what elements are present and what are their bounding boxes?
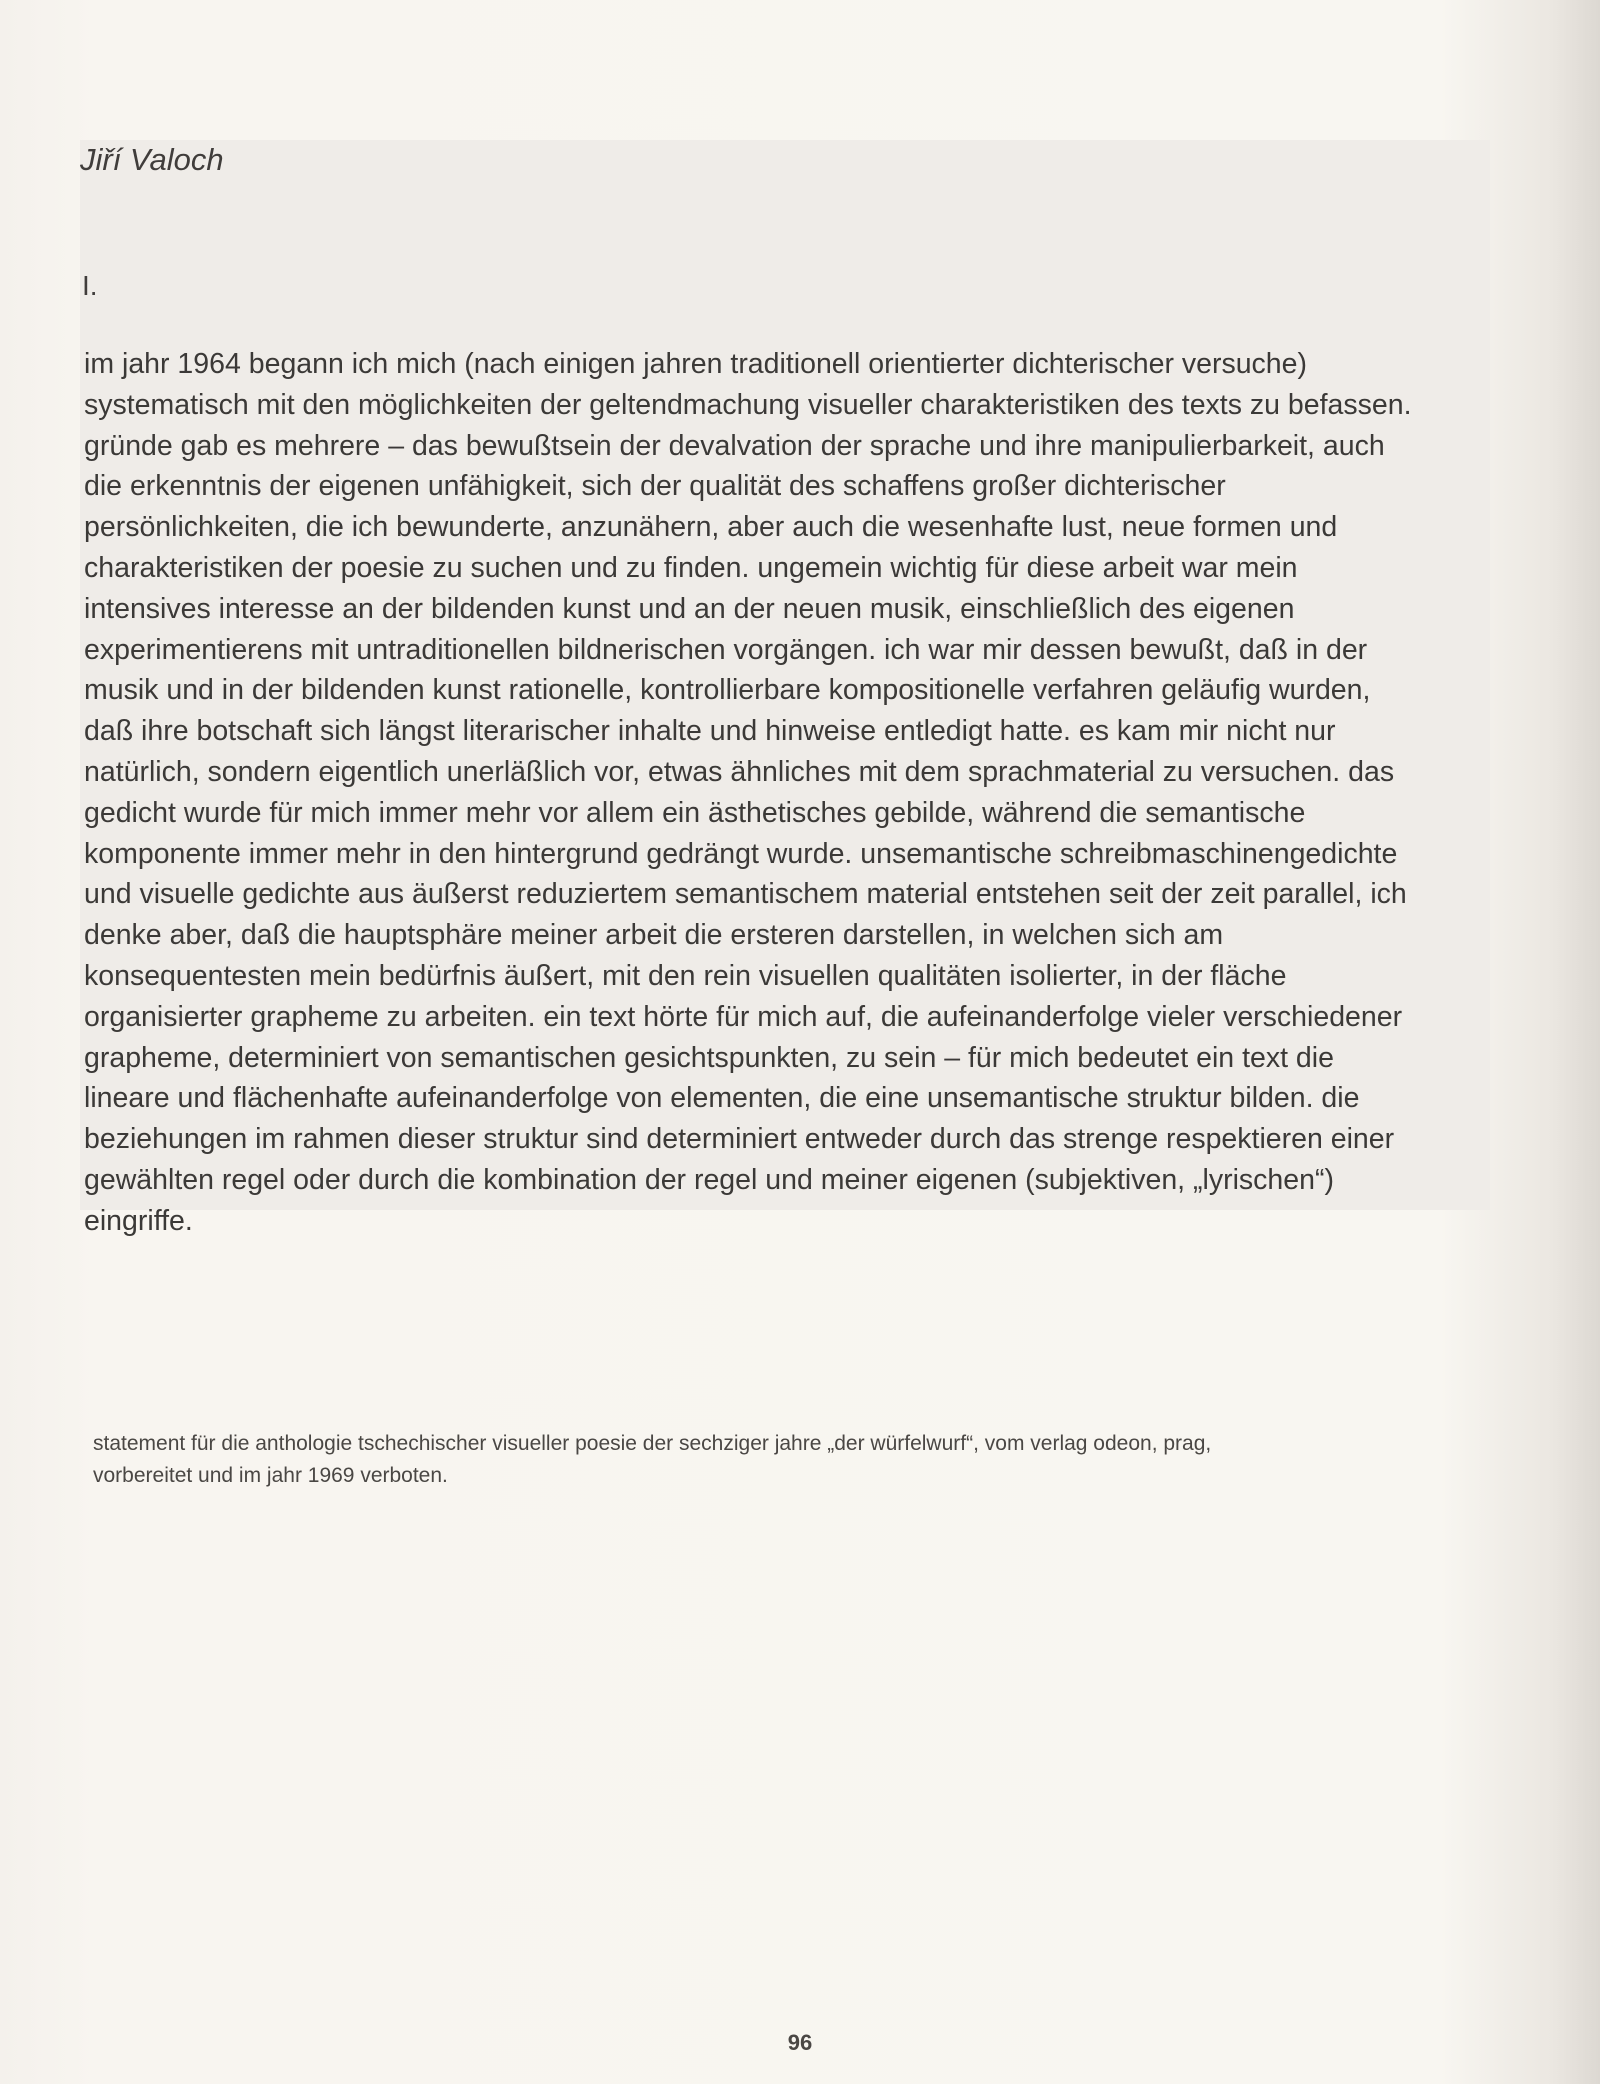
body-line: natürlich, sondern eigentlich unerläßlich vor, etwas ähnliches mit dem sprachmaterial zu versuchen. das (84, 755, 1395, 788)
footnote-line: vorbereitet und im jahr 1969 verboten. (93, 1464, 448, 1487)
body-line: intensives interesse an der bildenden kunst und an der neuen musik, einschließlich des eigenen (84, 592, 1295, 625)
body-line: beziehungen im rahmen dieser struktur sind determiniert entweder durch das strenge respektieren einer (84, 1123, 1395, 1156)
author-name: Jiří Valoch (80, 142, 224, 177)
body-line: gewählten regel oder durch die kombination der regel und meiner eigenen (subjektiven, „lyrischen“) (84, 1163, 1334, 1196)
body-line: konsequentesten mein bedürfnis äußert, mit den rein visuellen qualitäten isolierter, in der fläche (84, 959, 1287, 992)
page-number: 96 (787, 2030, 813, 2055)
body-line: organisierter grapheme zu arbeiten. ein text hörte für mich auf, die aufeinanderfolge vieler verschiedener (84, 1000, 1403, 1033)
statement-body (84, 344, 1484, 1242)
footnote (93, 1428, 1393, 1492)
body-line: komponente immer mehr in den hintergrund gedrängt wurde. unsemantische schreibmaschinengedichte (84, 837, 1398, 870)
footnote-line: statement für die anthologie tschechischer visueller poesie der sechziger jahre „der würfelwurf“, vom verlag odeon, prag, (93, 1432, 1212, 1455)
body-line: musik und in der bildenden kunst rationelle, kontrollierbare kompositionelle verfahren geläufig wurden, (84, 674, 1371, 707)
body-line: experimentierens mit untraditionellen bildnerischen vorgängen. ich war mir dessen bewußt, daß in der (84, 633, 1368, 666)
body-line: im jahr 1964 begann ich mich (nach einigen jahren traditionell orientierter dichterischer versuche) (84, 348, 1307, 380)
body-line: gedicht wurde für mich immer mehr vor allem ein ästhetisches gebilde, während die semantische (84, 796, 1306, 829)
body-line: gründe gab es mehrere – das bewußtsein der devalvation der sprache und ihre manipulierbarkeit, auch (84, 429, 1385, 462)
body-line: und visuelle gedichte aus äußerst reduziertem semantischem material entstehen seit der zeit parallel, ich (84, 878, 1407, 911)
body-line: die erkenntnis der eigenen unfähigkeit, sich der qualität des schaffens großer dichterischer (84, 470, 1226, 503)
body-line: systematisch mit den möglichkeiten der geltendmachung visueller charakteristiken des texts zu befassen. (84, 388, 1412, 421)
body-line: charakteristiken der poesie zu suchen und zu finden. ungemein wichtig für diese arbeit war mein (84, 551, 1298, 584)
body-line: persönlichkeiten, die ich bewunderte, anzunähern, aber auch die wesenhafte lust, neue formen und (84, 511, 1338, 544)
section-number: I. (82, 270, 98, 301)
body-line: lineare und flächenhafte aufeinanderfolge von elementen, die eine unsemantische struktur bilden. die (84, 1082, 1360, 1115)
body-line: eingriffe. (84, 1204, 193, 1237)
body-line: daß ihre botschaft sich längst literarischer inhalte und hinweise entledigt hatte. es kam mir nicht nur (84, 715, 1336, 748)
body-line: denke aber, daß die hauptsphäre meiner arbeit die ersteren darstellen, in welchen sich am (84, 919, 1224, 952)
body-line: grapheme, determiniert von semantischen gesichtspunkten, zu sein – für mich bedeutet ein text die (84, 1041, 1334, 1074)
